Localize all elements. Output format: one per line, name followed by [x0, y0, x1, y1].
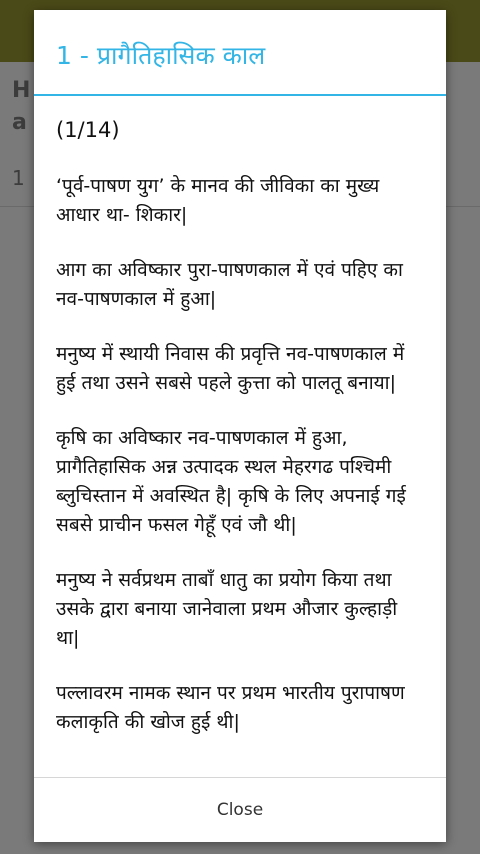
dialog-title: 1 - प्रागैतिहासिक काल — [34, 10, 446, 96]
background-heading-line-1: H — [12, 78, 31, 103]
page-counter: (1/14) — [56, 118, 120, 142]
dialog-body[interactable] — [34, 96, 446, 777]
background-list-item: 1 — [12, 166, 25, 190]
background-heading-line-2: a — [12, 110, 27, 135]
close-button[interactable]: Close — [34, 778, 446, 842]
fact-paragraph: आग का अविष्कार पुरा-पाषणकाल में एवं पहिए का नव-पाषणकाल में हुआ| — [56, 259, 403, 310]
dialog-footer — [34, 777, 446, 842]
fact-paragraph: पल्लावरम नामक स्थान पर प्रथम भारतीय पुरापाषण कलाकृति की खोज हुई थी| — [56, 682, 405, 733]
notes-dialog — [34, 10, 446, 842]
fact-paragraph: ‘पूर्व-पाषण युग’ के मानव की जीविका का मुख्य आधार था- शिकार| — [56, 175, 380, 226]
fact-paragraph: कृषि का अविष्कार नव-पाषणकाल में हुआ, प्रागैतिहासिक अन्न उत्पादक स्थल मेहरगढ पश्चिमी ब्लुचिस्तान में अवस्थित है| कृषि के लिए अपनाई गई सबसे प्राचीन फसल गेहूँ एवं जौ थी| — [56, 427, 406, 536]
fact-paragraph: मनुष्य में स्थायी निवास की प्रवृत्ति नव-पाषणकाल में हुई तथा उसने सबसे पहले कुत्ता को पालतू बनाया| — [56, 343, 405, 394]
fact-paragraph: मनुष्य ने सर्वप्रथम ताबाँ धातु का प्रयोग किया तथा उसके द्वारा बनाया जानेवाला प्रथम औजार कुल्हाड़ी था| — [56, 569, 398, 649]
